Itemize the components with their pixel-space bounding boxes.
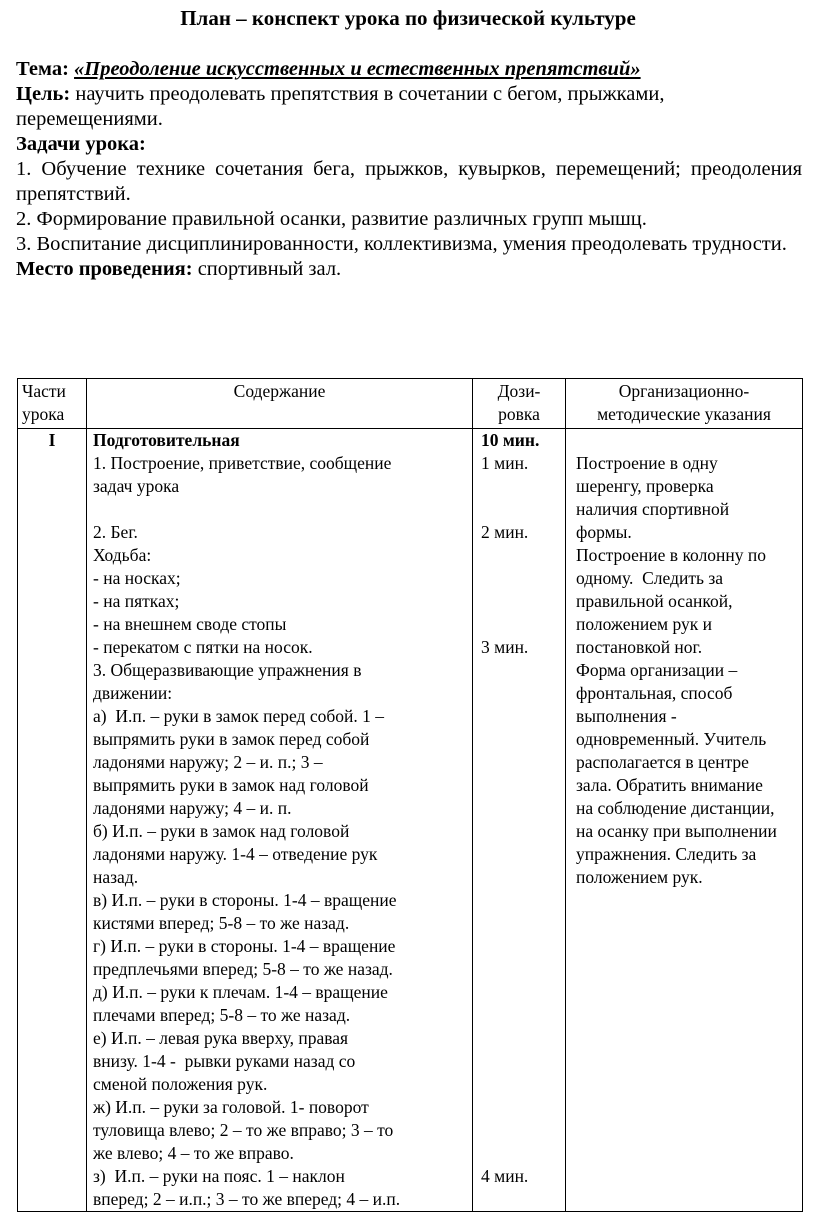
place-label: Место проведения: <box>16 258 193 280</box>
content-line: же влево; 4 – то же вправо. <box>93 1143 294 1163</box>
dose-line <box>481 659 561 682</box>
section-title: Подготовительная <box>93 430 240 450</box>
table-row <box>18 429 803 1212</box>
topic-line <box>16 57 802 82</box>
notes-line: постановкой ног. <box>576 637 703 657</box>
content-line: - на внешнем своде стопы <box>93 614 287 634</box>
dose-line <box>481 935 561 958</box>
content-line: е) И.п. – левая рука вверху, правая <box>93 1028 349 1048</box>
content-line: ладонями наружу. 1-4 – отведение рук <box>93 844 378 864</box>
dose-line: 1 мин. <box>481 453 529 473</box>
content-line: а) И.п. – руки в замок перед собой. 1 – <box>93 706 384 726</box>
table-header-row <box>18 379 803 429</box>
notes-line: положением рук. <box>576 867 703 887</box>
notes-line: наличия спортивной <box>576 499 730 519</box>
topic-label: Тема: <box>16 58 69 80</box>
dose-cell <box>473 429 566 1212</box>
notes-line: правильной осанкой, <box>576 591 733 611</box>
notes-line: формы. <box>576 522 632 542</box>
dose-lines <box>481 452 561 1211</box>
dose-line <box>481 797 561 820</box>
content-line: ж) И.п. – руки за головой. 1- поворот <box>93 1097 369 1117</box>
content-line: - на пятках; <box>93 591 180 611</box>
notes-line: упражнения. Следить за <box>576 844 757 864</box>
dose-line <box>481 682 561 705</box>
dose-line <box>481 1096 561 1119</box>
notes-cell <box>566 429 803 1212</box>
section-dose: 10 мин. <box>481 430 540 450</box>
dose-line <box>481 981 561 1004</box>
dose-line <box>481 1050 561 1073</box>
dose-line <box>481 843 561 866</box>
lesson-header <box>16 57 802 282</box>
content-line: - перекатом с пятки на носок. <box>93 637 313 657</box>
content-line: 2. Бег. <box>93 522 138 542</box>
dose-line <box>481 567 561 590</box>
notes-line: положением рук и <box>576 614 713 634</box>
dose-line <box>481 590 561 613</box>
content-line: ладонями наружу; 4 – и. п. <box>93 798 292 818</box>
dose-line <box>481 1119 561 1142</box>
dose-line <box>481 889 561 912</box>
notes-line: Форма организации – <box>576 660 738 680</box>
notes-line: шеренгу, проверка <box>576 476 714 496</box>
content-line: выпрямить руки в замок перед собой <box>93 729 370 749</box>
dose-line <box>481 1142 561 1165</box>
dose-line <box>481 751 561 774</box>
content-line: назад. <box>93 867 139 887</box>
dose-line <box>481 544 561 567</box>
dose-line <box>481 498 561 521</box>
notes-line: на соблюдение дистанции, <box>576 798 775 818</box>
task-item: 2. Формирование правильной осанки, развитие различных групп мышц. <box>16 208 647 230</box>
dose-line: 4 мин. <box>481 1166 529 1186</box>
lesson-table <box>17 378 803 1212</box>
notes-line: Построение в колонну по <box>576 545 767 565</box>
dose-line <box>481 1073 561 1096</box>
content-line: внизу. 1-4 - рывки руками назад со <box>93 1051 356 1071</box>
notes-line: на осанку при выполнении <box>576 821 777 841</box>
content-line: выпрямить руки в замок над головой <box>93 775 369 795</box>
notes-line: зала. Обратить внимание <box>576 775 763 795</box>
dose-line <box>481 1027 561 1050</box>
content-line: туловища влево; 2 – то же вправо; 3 – то <box>93 1120 394 1140</box>
header-parts: Части урока <box>18 379 87 429</box>
header-content: Содержание <box>87 379 473 429</box>
content-line: вперед; 2 – и.п.; 3 – то же вперед; 4 – и.п. <box>93 1189 401 1209</box>
part-number: I <box>18 429 87 1212</box>
notes-line: Построение в одну <box>576 453 718 473</box>
content-line: г) И.п. – руки в стороны. 1-4 – вращение <box>93 936 396 956</box>
content-line: Ходьба: <box>93 545 152 565</box>
content-line: плечами вперед; 5-8 – то же назад. <box>93 1005 351 1025</box>
goal-label: Цель: <box>16 83 71 105</box>
place-line <box>16 257 802 282</box>
dose-line: 3 мин. <box>481 637 529 657</box>
notes-lines <box>576 429 798 889</box>
topic-value: «Преодоление искусственных и естественных препятствий» <box>74 58 641 80</box>
content-line: ладонями наружу; 2 – и. п.; 3 – <box>93 752 323 772</box>
dose-line <box>481 820 561 843</box>
content-line: б) И.п. – руки в замок над головой <box>93 821 350 841</box>
dose-line <box>481 728 561 751</box>
content-cell <box>87 429 473 1212</box>
content-line: кистями вперед; 5-8 – то же назад. <box>93 913 350 933</box>
header-notes: Организационно-методические указания <box>566 379 803 429</box>
content-line <box>93 498 468 521</box>
content-line: д) И.п. – руки к плечам. 1-4 – вращение <box>93 982 388 1002</box>
dose-line: 2 мин. <box>481 522 529 542</box>
notes-line: фронтальная, способ <box>576 683 733 703</box>
content-line: предплечьями вперед; 5-8 – то же назад. <box>93 959 393 979</box>
tasks-label: Задачи урока: <box>16 133 146 155</box>
dose-line <box>481 705 561 728</box>
header-dose: Дози-ровка <box>473 379 566 429</box>
task-item: 3. Воспитание дисциплинированности, коллективизма, умения преодолевать трудности. <box>16 233 787 255</box>
place-value: спортивный зал. <box>192 258 342 280</box>
dose-line <box>481 1004 561 1027</box>
content-line: в) И.п. – руки в стороны. 1-4 – вращение <box>93 890 397 910</box>
dose-line <box>481 613 561 636</box>
notes-line: одновременный. Учитель <box>576 729 767 749</box>
goal-line <box>16 82 802 132</box>
goal-value: научить преодолевать препятствия в сочетании с бегом, прыжками, перемещениями. <box>16 83 665 130</box>
notes-line: одному. Следить за <box>576 568 724 588</box>
notes-line <box>576 429 798 452</box>
content-line: задач урока <box>93 476 180 496</box>
dose-line <box>481 1188 561 1211</box>
dose-line <box>481 912 561 935</box>
task-item: 1. Обучение технике сочетания бега, прыжков, кувырков, перемещений; преодоления препятствий. <box>16 158 802 205</box>
dose-line <box>481 774 561 797</box>
content-line: 3. Общеразвивающие упражнения в <box>93 660 362 680</box>
notes-line: выполнения - <box>576 706 677 726</box>
page-title: План – конспект урока по физической культуре <box>180 6 636 30</box>
dose-line <box>481 475 561 498</box>
dose-line <box>481 866 561 889</box>
dose-line <box>481 958 561 981</box>
notes-line: располагается в центре <box>576 752 749 772</box>
content-line: сменой положения рук. <box>93 1074 268 1094</box>
content-line: движении: <box>93 683 173 703</box>
content-line: - на носках; <box>93 568 181 588</box>
content-line: 1. Построение, приветствие, сообщение <box>93 453 392 473</box>
content-lines <box>93 452 468 1211</box>
content-line: з) И.п. – руки на пояс. 1 – наклон <box>93 1166 345 1186</box>
